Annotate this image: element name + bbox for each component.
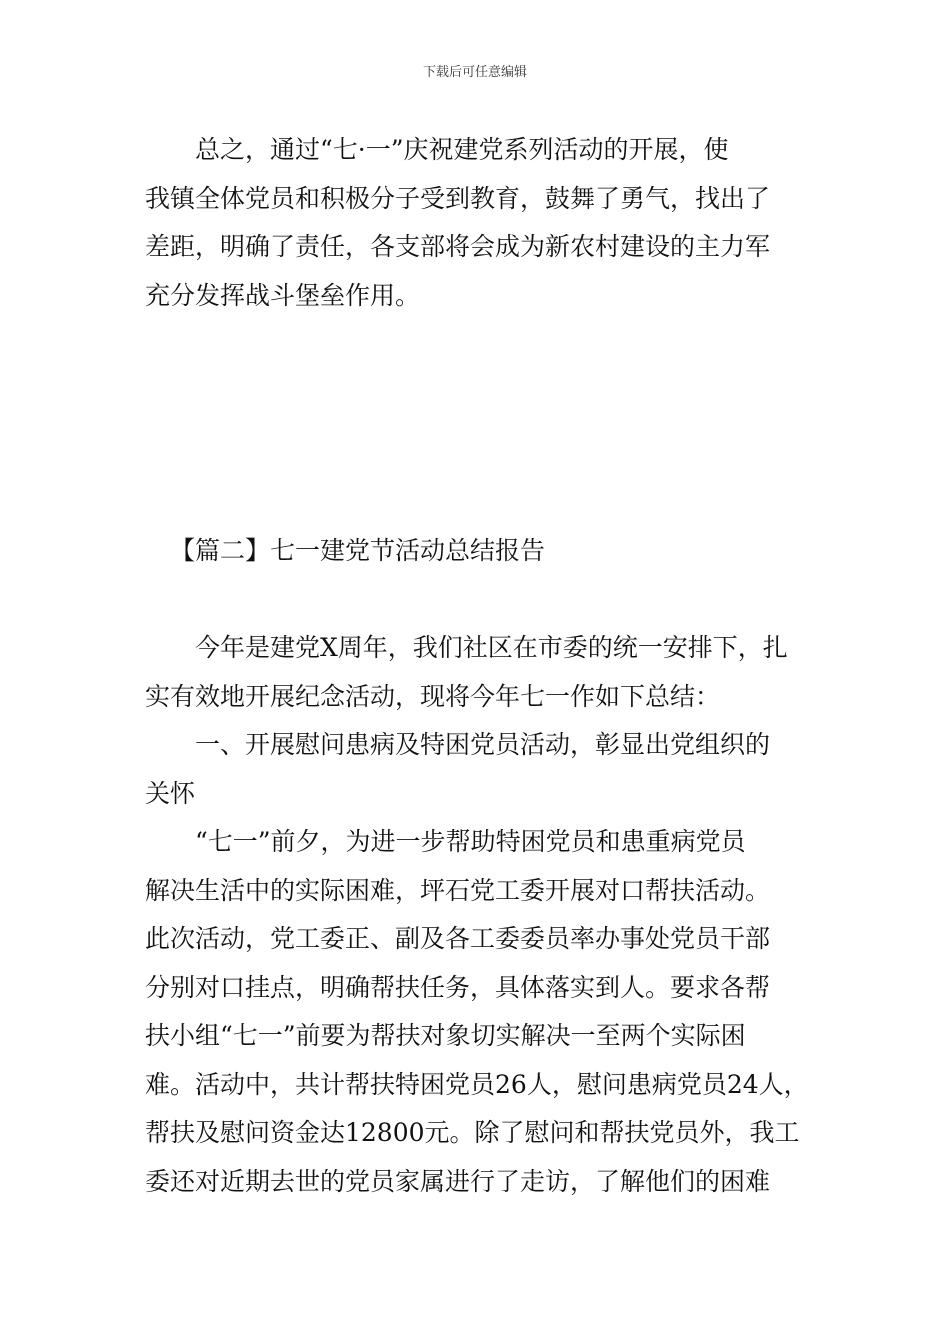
text-line: 分别对口挂点，明确帮扶任务，具体落实到人。要求各帮 (145, 972, 771, 1002)
text-line: 解决生活中的实际困难，坪石党工委开展对口帮扶活动。 (145, 875, 771, 905)
text-line: 此次活动，党工委正、副及各工委委员率办事处党员干部 (145, 924, 771, 953)
text-line: 委还对近期去世的党员家属进行了走访，了解他们的困难 (145, 1166, 771, 1196)
text-line: 充分发挥战斗堡垒作用。 (145, 280, 421, 310)
section-heading: 【篇二】七一建党节活动总结报告 (170, 536, 546, 565)
text-line: 今年是建党X周年，我们社区在市委的统一安排下，扎 (145, 633, 788, 662)
text-line: 帮扶及慰问资金达12800元。除了慰问和帮扶党员外，我工 (145, 1118, 800, 1147)
text-line: “七一”前夕，为进一步帮助特困党员和患重病党员 (145, 827, 746, 856)
report-body (145, 624, 825, 1206)
text-line: 难。活动中，共计帮扶特困党员26人，慰问患病党员24人， (145, 1069, 809, 1099)
text-line: 差距，明确了责任，各支部将会成为新农村建设的主力军 (145, 232, 771, 261)
text-line: 我镇全体党员和积极分子受到教育，鼓舞了勇气，找出了 (145, 183, 771, 213)
text-line: 实有效地开展纪念活动，现将今年七一作如下总结： (145, 681, 721, 711)
text-line: 一、开展慰问患病及特困党员活动，彰显出党组织的 (145, 730, 771, 759)
text-line: 扶小组“七一”前要为帮扶对象切实解决一至两个实际困 (145, 1021, 746, 1050)
text-line: 关怀 (145, 778, 196, 808)
summary-paragraph (145, 126, 825, 320)
page-header: 下载后可任意编辑 (422, 65, 527, 80)
text-line: 总之，通过“七·一”庆祝建党系列活动的开展，使 (145, 135, 729, 164)
